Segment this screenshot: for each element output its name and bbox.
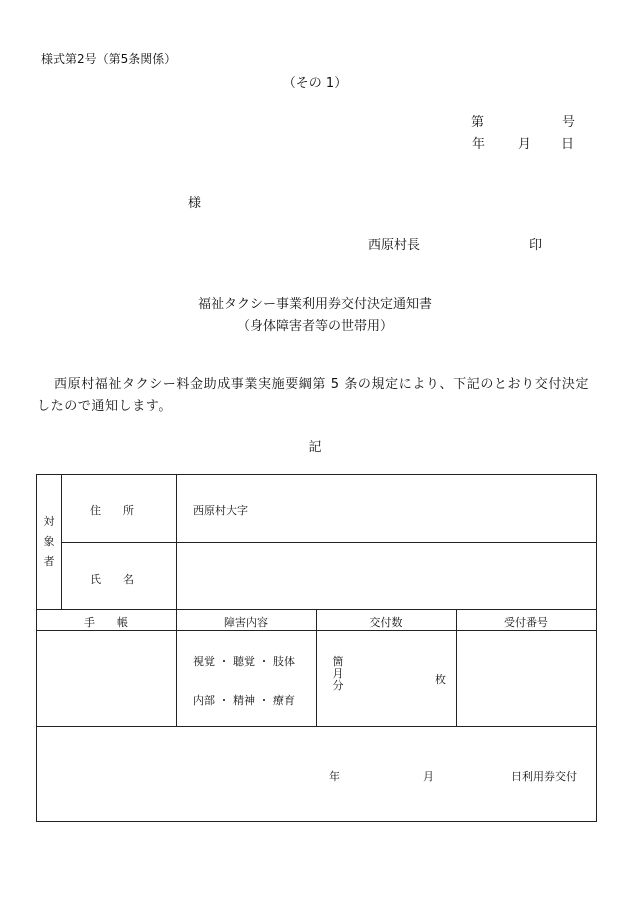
part-label: （その 1）	[282, 76, 348, 91]
header-issued-count: 交付数	[369, 616, 403, 629]
issue-date-year: 年	[472, 137, 486, 152]
issue-date-day: 日	[561, 137, 575, 152]
subject-label: 対 象 者	[43, 515, 55, 568]
issue-date-month: 月	[518, 137, 532, 152]
issue-number-prefix: 第	[471, 115, 485, 130]
body-paragraph: 西原村福祉タクシー料金助成事業実施要綱第 5 条の規定により、下記のとおり交付決定したので通知します。	[37, 377, 590, 414]
footer-issue-text: 日利用券交付	[511, 770, 577, 783]
footer-month: 月	[423, 770, 434, 783]
sender-title: 西原村長	[368, 238, 421, 253]
document-subtitle: （身体障害者等の世帯用）	[236, 319, 393, 334]
address-label: 住 所	[90, 504, 134, 517]
address-value: 西原村大字	[193, 504, 248, 517]
disability-options-row1: 視覚 ・ 聴覚 ・ 肢体	[193, 655, 295, 668]
form-number: 様式第2号（第5条関係）	[41, 52, 177, 66]
seal-mark: 印	[529, 238, 543, 253]
disability-options-row2: 内部 ・ 精神 ・ 療育	[193, 694, 295, 707]
name-label: 氏 名	[90, 573, 134, 586]
issue-number-suffix: 号	[562, 115, 576, 130]
footer-year: 年	[329, 770, 340, 783]
header-receipt-number: 受付番号	[504, 616, 548, 629]
ki-label: 記	[308, 440, 322, 455]
document-title: 福祉タクシー事業利用券交付決定通知書	[197, 297, 432, 312]
header-notebook: 手 帳	[84, 616, 128, 629]
count-unit: 枚	[435, 673, 446, 686]
header-disability: 障害内容	[224, 616, 268, 629]
count-period-label: 箇 月 分	[332, 655, 344, 692]
addressee-honorific: 様	[188, 196, 202, 211]
